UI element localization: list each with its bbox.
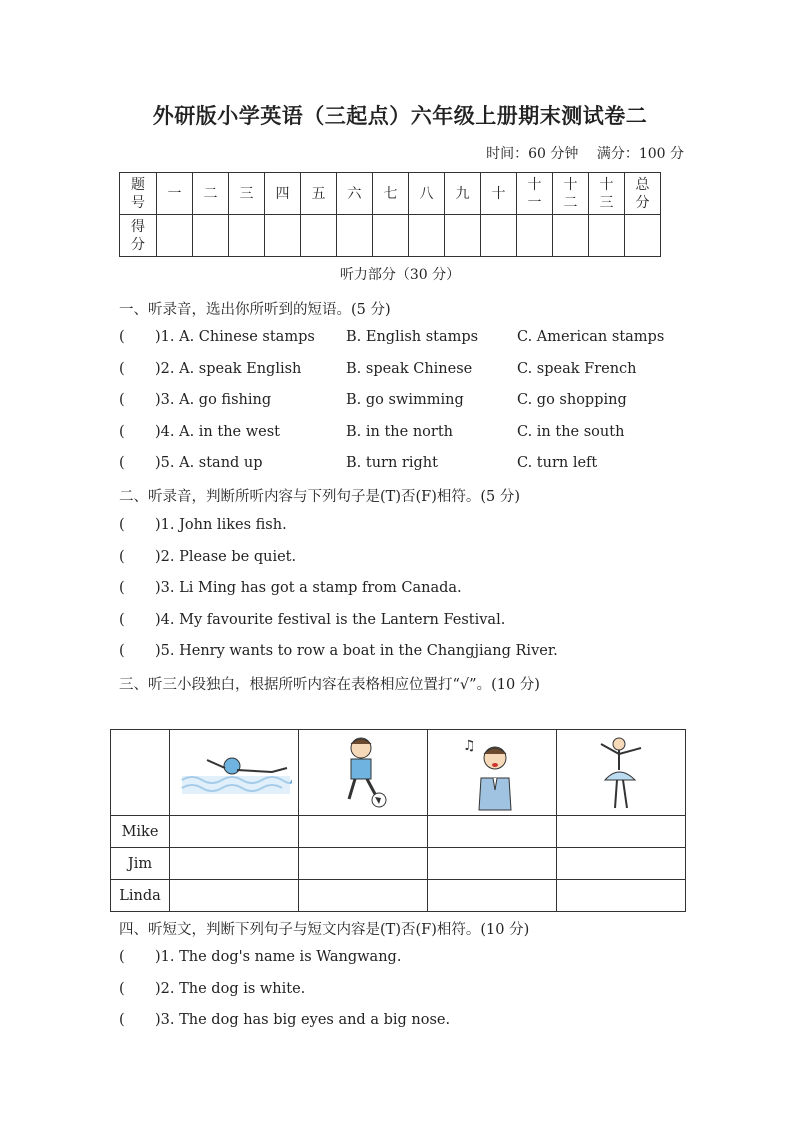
- row-name-jim: Jim: [111, 848, 170, 880]
- picture-row-blank: [111, 730, 170, 816]
- listening-part-title: 听力部分（30 分）: [339, 267, 461, 283]
- question-column-4: 四: [265, 173, 301, 215]
- time-score-line: [472, 143, 684, 163]
- score-cell[interactable]: [409, 215, 445, 257]
- question-column-5: 五: [301, 173, 337, 215]
- singer-icon: [457, 734, 527, 812]
- table-row: [111, 848, 686, 880]
- score-cell[interactable]: [553, 215, 589, 257]
- score-table: [119, 172, 661, 257]
- list-item: [119, 643, 558, 659]
- swimming-picture: [170, 730, 299, 816]
- score-cell[interactable]: [373, 215, 409, 257]
- answer-blank[interactable]: (: [119, 455, 125, 471]
- answer-blank[interactable]: (: [119, 517, 125, 533]
- row-name-linda: Linda: [111, 880, 170, 912]
- option-a: )3. A. go fishing: [155, 392, 272, 408]
- option-a: )1. A. Chinese stamps: [155, 329, 315, 345]
- statement-text: )4. My favourite festival is the Lantern Festival.: [155, 611, 506, 628]
- option-c: C. go shopping: [517, 392, 627, 408]
- ballet-dancer-icon: [591, 734, 651, 812]
- table-row: [111, 880, 686, 912]
- list-item: [119, 329, 665, 345]
- ballet-picture: [557, 730, 686, 816]
- statement-text: )2. The dog is white.: [155, 980, 306, 997]
- option-c: C. American stamps: [517, 329, 665, 345]
- exam-title: 外研版小学英语（三起点）六年级上册期末测试卷二: [152, 104, 648, 128]
- list-item: [119, 392, 627, 408]
- score-cell[interactable]: [481, 215, 517, 257]
- option-c: C. in the south: [517, 423, 625, 440]
- score-cell[interactable]: [301, 215, 337, 257]
- score-cell[interactable]: [265, 215, 301, 257]
- svg-text:♫: ♫: [463, 737, 476, 754]
- check-cell[interactable]: [428, 848, 557, 880]
- option-a: )4. A. in the west: [155, 423, 280, 440]
- question-column-7: 七: [373, 173, 409, 215]
- answer-blank[interactable]: (: [119, 980, 125, 997]
- check-cell[interactable]: [170, 848, 299, 880]
- section3-heading: 三、听三小段独白，根据所听内容在表格相应位置打“√”。(10 分): [119, 677, 540, 693]
- score-cell[interactable]: [337, 215, 373, 257]
- score-cell[interactable]: [517, 215, 553, 257]
- answer-blank[interactable]: (: [119, 949, 125, 965]
- list-item: [119, 455, 598, 471]
- score-table-score-row: [120, 215, 661, 257]
- score-table-header-row: [120, 173, 661, 215]
- check-cell[interactable]: [170, 880, 299, 912]
- option-b: B. turn right: [346, 455, 438, 471]
- option-c: C. turn left: [517, 455, 598, 471]
- score-cell[interactable]: [157, 215, 193, 257]
- question-number-header: [120, 173, 157, 215]
- option-a: )2. A. speak English: [155, 360, 302, 377]
- option-b: B. English stamps: [346, 329, 479, 345]
- answer-blank[interactable]: (: [119, 580, 125, 596]
- picture-row: [111, 730, 686, 816]
- check-cell[interactable]: [428, 880, 557, 912]
- answer-blank[interactable]: (: [119, 329, 125, 345]
- option-b: B. in the north: [346, 423, 453, 440]
- check-cell[interactable]: [299, 848, 428, 880]
- answer-blank[interactable]: (: [119, 392, 125, 408]
- question-column-14: 总 分: [625, 173, 661, 215]
- answer-blank[interactable]: (: [119, 1012, 125, 1028]
- question-column-12: 十 二: [553, 173, 589, 215]
- option-b: B. speak Chinese: [346, 360, 473, 377]
- list-item: [119, 423, 625, 440]
- question-column-2: 二: [193, 173, 229, 215]
- football-picture: [299, 730, 428, 816]
- statement-text: )2. Please be quiet.: [155, 548, 297, 565]
- table-row: [111, 816, 686, 848]
- statement-text: )1. The dog's name is Wangwang.: [155, 949, 402, 965]
- section4-heading: 四、听短文，判断下列句子与短文内容是(T)否(F)相符。(10 分): [119, 922, 530, 938]
- time-limit: 时间：60 分钟: [486, 146, 579, 162]
- answer-blank[interactable]: (: [119, 611, 125, 628]
- answer-blank[interactable]: (: [119, 360, 125, 377]
- score-cell[interactable]: [193, 215, 229, 257]
- question-column-10: 十: [481, 173, 517, 215]
- row-name-mike: Mike: [111, 816, 170, 848]
- score-cell[interactable]: [589, 215, 625, 257]
- check-cell[interactable]: [428, 816, 557, 848]
- score-header: [120, 215, 157, 257]
- score-cell[interactable]: [445, 215, 481, 257]
- section1-heading: 一、听录音，选出你所听到的短语。(5 分): [119, 302, 391, 318]
- score-label: 得 分: [131, 218, 145, 253]
- statement-text: )3. The dog has big eyes and a big nose.: [155, 1012, 451, 1028]
- swimmer-icon: [177, 748, 292, 798]
- check-cell[interactable]: [557, 816, 686, 848]
- list-item: [119, 360, 637, 377]
- statement-text: )5. Henry wants to row a boat in the Changjiang River.: [155, 643, 558, 659]
- singing-picture: [428, 730, 557, 816]
- option-b: B. go swimming: [346, 392, 464, 408]
- check-cell[interactable]: [299, 816, 428, 848]
- question-column-9: 九: [445, 173, 481, 215]
- check-cell[interactable]: [557, 848, 686, 880]
- check-cell[interactable]: [557, 880, 686, 912]
- answer-blank[interactable]: (: [119, 423, 125, 440]
- list-item: [119, 949, 402, 965]
- question-number-label: 题 号: [131, 176, 145, 211]
- list-item: [119, 517, 287, 533]
- question-column-1: 一: [157, 173, 193, 215]
- check-cell[interactable]: [170, 816, 299, 848]
- statement-text: )1. John likes fish.: [155, 517, 287, 533]
- question-column-6: 六: [337, 173, 373, 215]
- question-column-8: 八: [409, 173, 445, 215]
- list-item: [119, 548, 297, 565]
- statement-text: )3. Li Ming has got a stamp from Canada.: [155, 580, 462, 596]
- list-item: [119, 980, 306, 997]
- question-column-11: 十 一: [517, 173, 553, 215]
- list-item: [119, 611, 506, 628]
- score-cell[interactable]: [229, 215, 265, 257]
- picture-check-table: [110, 729, 686, 912]
- section2-heading: 二、听录音，判断所听内容与下列句子是(T)否(F)相符。(5 分): [119, 489, 521, 505]
- option-a: )5. A. stand up: [155, 455, 263, 471]
- option-c: C. speak French: [517, 360, 637, 377]
- football-player-icon: [333, 734, 393, 812]
- list-item: [119, 580, 462, 596]
- full-score: 满分：100 分: [596, 146, 684, 162]
- answer-blank[interactable]: (: [119, 643, 125, 659]
- question-column-3: 三: [229, 173, 265, 215]
- question-column-13: 十 三: [589, 173, 625, 215]
- answer-blank[interactable]: (: [119, 548, 125, 565]
- score-cell[interactable]: [625, 215, 661, 257]
- check-cell[interactable]: [299, 880, 428, 912]
- list-item: [119, 1012, 451, 1028]
